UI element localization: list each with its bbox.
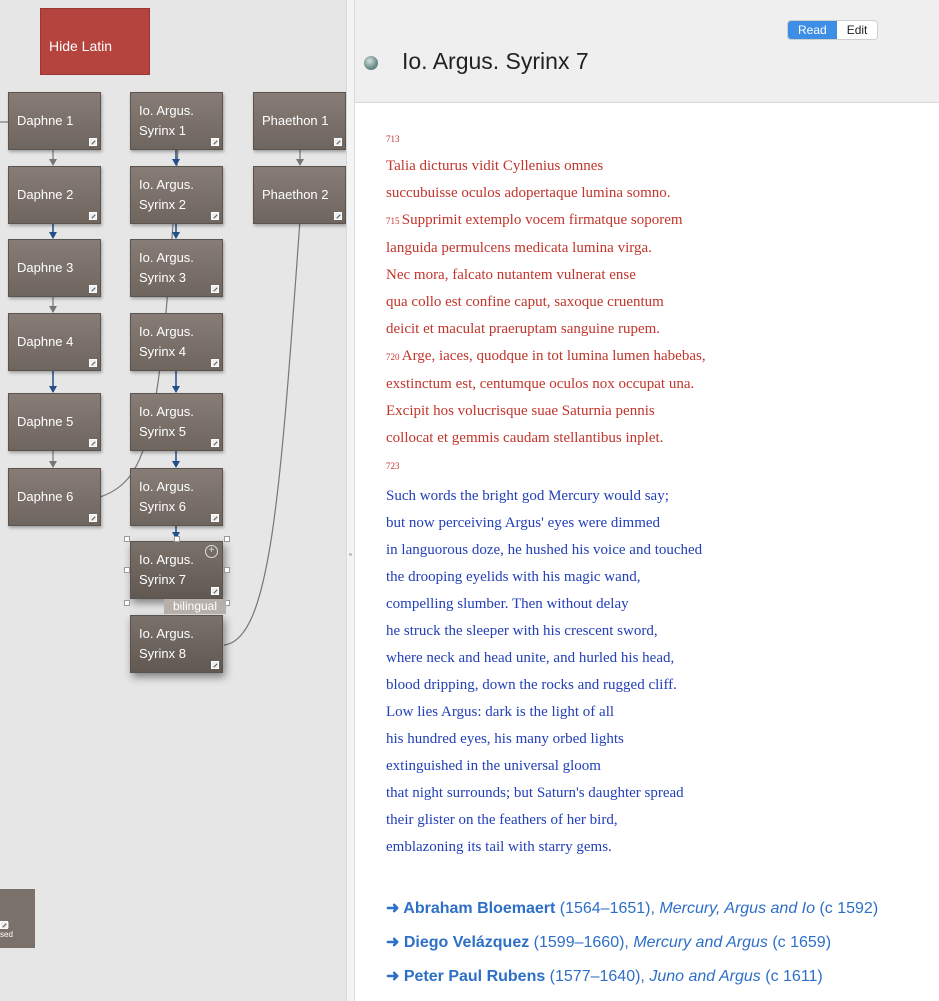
english-line: their glister on the feathers of her bird,	[386, 812, 618, 828]
edit-corner-icon[interactable]	[0, 921, 8, 929]
artist-dates: (1599–1660),	[529, 934, 634, 951]
node-syrinx-2[interactable]	[130, 166, 223, 224]
pane-divider[interactable]	[346, 0, 355, 1001]
node-phaethon-1[interactable]	[253, 92, 346, 150]
english-line: the drooping eyelids with his magic wand,	[386, 569, 641, 585]
latin-verse: exstinctum est, centumque oculos nox occupat una.	[386, 376, 695, 392]
edit-button[interactable]: Edit	[837, 21, 878, 39]
link-arrowhead	[172, 232, 180, 239]
resize-handle[interactable]	[174, 536, 180, 542]
node-label: Phaethon 2	[262, 187, 329, 202]
storyboard-map[interactable]	[0, 0, 346, 1001]
edit-corner-icon[interactable]	[211, 587, 219, 595]
line-number: 713	[386, 134, 400, 144]
link-arrowhead	[49, 159, 57, 166]
node-label: sed	[0, 930, 13, 939]
english-line: Low lies Argus: dark is the light of all	[386, 704, 615, 720]
edit-corner-icon[interactable]	[89, 285, 97, 293]
latin-line	[386, 262, 706, 289]
artist-dates: (1564–1651),	[555, 900, 660, 917]
resize-handle[interactable]	[224, 536, 230, 542]
resize-handle[interactable]	[224, 567, 230, 573]
edit-corner-icon[interactable]	[334, 212, 342, 220]
latin-line	[386, 425, 706, 452]
english-line: extinguished in the universal gloom	[386, 758, 601, 774]
edit-corner-icon[interactable]	[211, 138, 219, 146]
edit-corner-icon[interactable]	[211, 439, 219, 447]
link-arrowhead	[49, 461, 57, 468]
edit-corner-icon[interactable]	[211, 661, 219, 669]
reference-link[interactable]	[386, 892, 878, 926]
node-daphne-5[interactable]	[8, 393, 101, 451]
english-line: he struck the sleeper with his crescent sword,	[386, 623, 658, 639]
link-arrowhead	[172, 159, 180, 166]
node-phaethon-2[interactable]	[253, 166, 346, 224]
resize-handle[interactable]	[124, 536, 130, 542]
edit-corner-icon[interactable]	[89, 439, 97, 447]
node-label: Daphne 4	[17, 334, 74, 349]
node-syrinx-4[interactable]	[130, 313, 223, 371]
node-daphne-1[interactable]	[8, 92, 101, 150]
latin-line	[386, 125, 706, 153]
english-line: but now perceiving Argus' eyes were dimmed	[386, 515, 661, 531]
latin-verse: languida permulcens medicata lumina virga.	[386, 240, 652, 256]
node-daphne-6[interactable]	[8, 468, 101, 526]
edit-corner-icon[interactable]	[89, 514, 97, 522]
work-year: (c 1659)	[767, 934, 832, 951]
line-number: 720	[386, 352, 402, 362]
panel-header	[355, 0, 939, 103]
edit-corner-icon[interactable]	[334, 138, 342, 146]
latin-verse: Supprimit extemplo vocem firmatque soporem	[401, 212, 683, 228]
english-line: in languorous doze, he hushed his voice and touched	[386, 542, 703, 558]
latin-line	[386, 180, 706, 207]
reference-link[interactable]	[386, 960, 878, 994]
latin-verse: Arge, iaces, quodque in tot lumina lumen habebas,	[401, 348, 706, 364]
status-dot-icon	[364, 56, 378, 70]
divider-grip-icon	[349, 553, 352, 556]
english-line: where neck and head unite, and hurled his head,	[386, 650, 675, 666]
page-title: Io. Argus. Syrinx 7	[402, 48, 589, 74]
edit-corner-icon[interactable]	[89, 359, 97, 367]
latin-line	[386, 371, 706, 398]
node-daphne-3[interactable]	[8, 239, 101, 297]
link-arrowhead	[296, 159, 304, 166]
add-link-icon[interactable]: +	[205, 545, 218, 558]
read-button[interactable]: Read	[788, 21, 837, 39]
edit-corner-icon[interactable]	[211, 359, 219, 367]
work-title: Juno and Argus	[649, 968, 761, 985]
artist-name: Peter Paul Rubens	[403, 968, 546, 985]
reference-links	[386, 892, 878, 994]
work-title: Mercury, Argus and Io	[659, 900, 816, 917]
bilingual-badge: bilingual	[164, 599, 226, 614]
work-year: (c 1611)	[760, 968, 823, 985]
link-arrowhead	[49, 386, 57, 393]
latin-verse: Talia dicturus vidit Cyllenius omnes	[386, 158, 604, 174]
edit-corner-icon[interactable]	[211, 285, 219, 293]
latin-verse: collocat et gemmis caudam stellantibus inplet.	[386, 430, 664, 446]
node-label: Io. Argus. Syrinx 3	[139, 250, 194, 285]
read-edit-toggle[interactable]	[787, 20, 878, 40]
node-label: Daphne 3	[17, 260, 74, 275]
english-line: Such words the bright god Mercury would say;	[386, 488, 669, 504]
node-label: Io. Argus. Syrinx 1	[139, 103, 194, 138]
reader-panel	[355, 0, 939, 1001]
link-arrowhead	[49, 306, 57, 313]
node-label: Io. Argus. Syrinx 7	[139, 552, 194, 587]
node-label: Daphne 5	[17, 414, 74, 429]
node-label: Io. Argus. Syrinx 6	[139, 479, 194, 514]
node-label: Daphne 2	[17, 187, 74, 202]
artist-name: Diego Velázquez	[403, 934, 530, 951]
link-line	[224, 220, 300, 645]
node-label: Io. Argus. Syrinx 4	[139, 324, 194, 359]
latin-verse: Excipit hos volucrisque suae Saturnia pennis	[386, 403, 655, 419]
node-syrinx-8[interactable]	[130, 615, 223, 673]
link-arrowhead	[49, 232, 57, 239]
line-number: 723	[386, 461, 400, 471]
latin-line	[386, 153, 706, 180]
latin-line	[386, 398, 706, 425]
node-daphne-4[interactable]	[8, 313, 101, 371]
node-label: Io. Argus. Syrinx 5	[139, 404, 194, 439]
latin-verse: qua collo est confine caput, saxoque cruentum	[386, 294, 664, 310]
node-syrinx-5[interactable]	[130, 393, 223, 451]
english-line: blood dripping, down the rocks and rugged cliff.	[386, 677, 677, 693]
english-text	[386, 483, 702, 861]
node-partial[interactable]	[0, 889, 35, 948]
node-syrinx-3[interactable]	[130, 239, 223, 297]
hide-latin-button[interactable]: Hide Latin	[40, 8, 150, 75]
work-title: Mercury and Argus	[633, 934, 768, 951]
link-arrowhead	[172, 461, 180, 468]
work-year: (c 1592)	[815, 900, 879, 917]
english-line: compelling slumber. Then without delay	[386, 596, 629, 612]
node-label: Io. Argus. Syrinx 8	[139, 626, 194, 661]
edit-corner-icon[interactable]	[89, 138, 97, 146]
node-label: Io. Argus. Syrinx 2	[139, 177, 194, 212]
arrow-icon: ➜	[386, 900, 404, 917]
english-line: that night surrounds; but Saturn's daughter spread	[386, 785, 684, 801]
arrow-icon: ➜	[386, 934, 404, 951]
edit-corner-icon[interactable]	[211, 212, 219, 220]
latin-line	[386, 207, 706, 235]
latin-line	[386, 343, 706, 371]
latin-verse: Nec mora, falcato nutantem vulnerat ense	[386, 267, 636, 283]
edit-corner-icon[interactable]	[211, 514, 219, 522]
node-label: Daphne 6	[17, 489, 74, 504]
english-line: emblazoning its tail with starry gems.	[386, 839, 612, 855]
latin-line	[386, 452, 706, 480]
edit-corner-icon[interactable]	[89, 212, 97, 220]
latin-line	[386, 235, 706, 262]
link-arrowhead	[172, 386, 180, 393]
latin-verse: succubuisse oculos adopertaque lumina somno.	[386, 185, 671, 201]
latin-line	[386, 289, 706, 316]
english-line: his hundred eyes, his many orbed lights	[386, 731, 624, 747]
latin-verse: deicit et maculat praeruptam sanguine rupem.	[386, 321, 661, 337]
node-label: Phaethon 1	[262, 113, 329, 128]
artist-dates: (1577–1640),	[545, 968, 650, 985]
node-syrinx-1[interactable]	[130, 92, 223, 150]
reference-link[interactable]	[386, 926, 878, 960]
node-daphne-2[interactable]	[8, 166, 101, 224]
node-syrinx-6[interactable]	[130, 468, 223, 526]
line-number: 715	[386, 216, 402, 226]
latin-line	[386, 316, 706, 343]
artist-name: Abraham Bloemaert	[403, 900, 556, 917]
latin-text	[386, 125, 706, 480]
node-syrinx-7-selected[interactable]	[130, 541, 223, 599]
resize-handle[interactable]	[124, 600, 130, 606]
node-label: Daphne 1	[17, 113, 74, 128]
resize-handle[interactable]	[124, 567, 130, 573]
arrow-icon: ➜	[386, 968, 404, 985]
